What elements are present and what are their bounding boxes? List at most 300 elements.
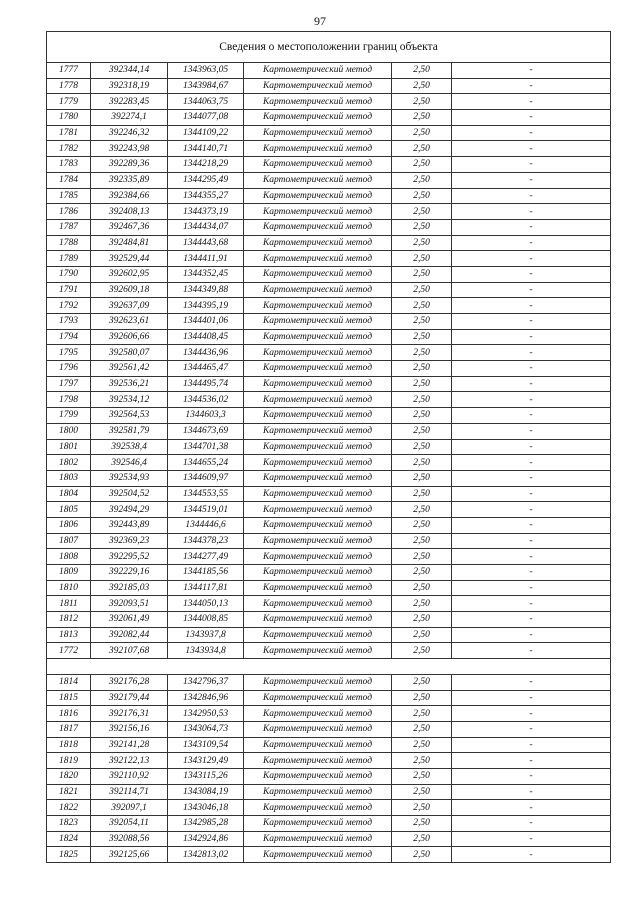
note-cell: - xyxy=(452,768,611,784)
table-row xyxy=(47,502,611,518)
note-cell: - xyxy=(452,706,611,722)
accuracy-cell: 2,50 xyxy=(392,549,452,565)
note-cell: - xyxy=(452,282,611,298)
coord-x-cell: 392494,29 xyxy=(91,502,168,518)
coord-x-cell: 392295,52 xyxy=(91,549,168,565)
coord-x-cell: 392122,13 xyxy=(91,753,168,769)
table-row xyxy=(47,533,611,549)
coord-y-cell: 1344295,49 xyxy=(168,172,244,188)
note-cell: - xyxy=(452,157,611,173)
table-row xyxy=(47,188,611,204)
method-cell: Картометрический метод xyxy=(244,643,392,659)
coord-x-cell: 392602,95 xyxy=(91,266,168,282)
coord-x-cell: 392529,44 xyxy=(91,251,168,267)
accuracy-cell: 2,50 xyxy=(392,800,452,816)
coord-y-cell: 1343984,67 xyxy=(168,78,244,94)
method-cell: Картометрический метод xyxy=(244,282,392,298)
method-cell: Картометрический метод xyxy=(244,125,392,141)
coord-y-cell: 1343109,54 xyxy=(168,737,244,753)
accuracy-cell: 2,50 xyxy=(392,517,452,533)
separator-cell xyxy=(47,659,611,675)
accuracy-cell: 2,50 xyxy=(392,282,452,298)
accuracy-cell: 2,50 xyxy=(392,753,452,769)
table-row xyxy=(47,816,611,832)
table-row xyxy=(47,565,611,581)
point-number-cell: 1824 xyxy=(47,831,91,847)
table-row xyxy=(47,643,611,659)
point-number-cell: 1796 xyxy=(47,361,91,377)
method-cell: Картометрический метод xyxy=(244,423,392,439)
point-number-cell: 1825 xyxy=(47,847,91,863)
note-cell: - xyxy=(452,204,611,220)
table-row xyxy=(47,627,611,643)
accuracy-cell: 2,50 xyxy=(392,172,452,188)
method-cell: Картометрический метод xyxy=(244,549,392,565)
coord-y-cell: 1342846,96 xyxy=(168,690,244,706)
table-row xyxy=(47,737,611,753)
coord-x-cell: 392534,93 xyxy=(91,470,168,486)
accuracy-cell: 2,50 xyxy=(392,831,452,847)
accuracy-cell: 2,50 xyxy=(392,737,452,753)
accuracy-cell: 2,50 xyxy=(392,816,452,832)
coord-x-cell: 392185,03 xyxy=(91,580,168,596)
point-number-cell: 1777 xyxy=(47,63,91,79)
boundary-table xyxy=(46,31,611,863)
table-row xyxy=(47,549,611,565)
note-cell: - xyxy=(452,784,611,800)
accuracy-cell: 2,50 xyxy=(392,674,452,690)
point-number-cell: 1801 xyxy=(47,439,91,455)
coord-y-cell: 1344411,91 xyxy=(168,251,244,267)
method-cell: Картометрический метод xyxy=(244,690,392,706)
note-cell: - xyxy=(452,533,611,549)
method-cell: Картометрический метод xyxy=(244,768,392,784)
point-number-cell: 1781 xyxy=(47,125,91,141)
accuracy-cell: 2,50 xyxy=(392,470,452,486)
accuracy-cell: 2,50 xyxy=(392,627,452,643)
coord-x-cell: 392504,52 xyxy=(91,486,168,502)
note-cell: - xyxy=(452,737,611,753)
coord-y-cell: 1343084,19 xyxy=(168,784,244,800)
note-cell: - xyxy=(452,125,611,141)
point-number-cell: 1808 xyxy=(47,549,91,565)
point-number-cell: 1813 xyxy=(47,627,91,643)
point-number-cell: 1802 xyxy=(47,455,91,471)
point-number-cell: 1816 xyxy=(47,706,91,722)
table-row xyxy=(47,282,611,298)
note-cell: - xyxy=(452,486,611,502)
method-cell: Картометрический метод xyxy=(244,298,392,314)
point-number-cell: 1778 xyxy=(47,78,91,94)
method-cell: Картометрический метод xyxy=(244,188,392,204)
point-number-cell: 1798 xyxy=(47,392,91,408)
coord-x-cell: 392274,1 xyxy=(91,110,168,126)
note-cell: - xyxy=(452,549,611,565)
note-cell: - xyxy=(452,470,611,486)
method-cell: Картометрический метод xyxy=(244,439,392,455)
table-row xyxy=(47,439,611,455)
note-cell: - xyxy=(452,392,611,408)
note-cell: - xyxy=(452,439,611,455)
accuracy-cell: 2,50 xyxy=(392,768,452,784)
note-cell: - xyxy=(452,612,611,628)
coord-y-cell: 1344434,07 xyxy=(168,219,244,235)
method-cell: Картометрический метод xyxy=(244,737,392,753)
table-row xyxy=(47,800,611,816)
coord-y-cell: 1344465,47 xyxy=(168,361,244,377)
coord-x-cell: 392229,16 xyxy=(91,565,168,581)
accuracy-cell: 2,50 xyxy=(392,314,452,330)
coord-x-cell: 392107,68 xyxy=(91,643,168,659)
point-number-cell: 1807 xyxy=(47,533,91,549)
point-number-cell: 1790 xyxy=(47,266,91,282)
accuracy-cell: 2,50 xyxy=(392,266,452,282)
method-cell: Картометрический метод xyxy=(244,502,392,518)
table-title: Сведения о местоположении границ объекта xyxy=(47,32,611,63)
method-cell: Картометрический метод xyxy=(244,63,392,79)
table-row xyxy=(47,753,611,769)
point-number-cell: 1812 xyxy=(47,612,91,628)
note-cell: - xyxy=(452,298,611,314)
coord-y-cell: 1344355,27 xyxy=(168,188,244,204)
table-row xyxy=(47,831,611,847)
point-number-cell: 1817 xyxy=(47,721,91,737)
coord-x-cell: 392088,56 xyxy=(91,831,168,847)
method-cell: Картометрический метод xyxy=(244,157,392,173)
table-row xyxy=(47,345,611,361)
accuracy-cell: 2,50 xyxy=(392,565,452,581)
coord-x-cell: 392082,44 xyxy=(91,627,168,643)
table-row xyxy=(47,376,611,392)
method-cell: Картометрический метод xyxy=(244,800,392,816)
method-cell: Картометрический метод xyxy=(244,329,392,345)
coord-y-cell: 1343934,8 xyxy=(168,643,244,659)
table-row xyxy=(47,706,611,722)
table-row xyxy=(47,204,611,220)
point-number-cell: 1780 xyxy=(47,110,91,126)
point-number-cell: 1809 xyxy=(47,565,91,581)
accuracy-cell: 2,50 xyxy=(392,110,452,126)
table-row xyxy=(47,314,611,330)
method-cell: Картометрический метод xyxy=(244,361,392,377)
note-cell: - xyxy=(452,565,611,581)
method-cell: Картометрический метод xyxy=(244,266,392,282)
point-number-cell: 1823 xyxy=(47,816,91,832)
coord-x-cell: 392283,45 xyxy=(91,94,168,110)
coord-x-cell: 392243,98 xyxy=(91,141,168,157)
point-number-cell: 1785 xyxy=(47,188,91,204)
point-number-cell: 1818 xyxy=(47,737,91,753)
table-row xyxy=(47,78,611,94)
coord-y-cell: 1343064,73 xyxy=(168,721,244,737)
coord-y-cell: 1344378,23 xyxy=(168,533,244,549)
point-number-cell: 1792 xyxy=(47,298,91,314)
coord-y-cell: 1344553,55 xyxy=(168,486,244,502)
note-cell: - xyxy=(452,423,611,439)
coord-y-cell: 1343963,05 xyxy=(168,63,244,79)
note-cell: - xyxy=(452,219,611,235)
accuracy-cell: 2,50 xyxy=(392,329,452,345)
table-row xyxy=(47,219,611,235)
coord-x-cell: 392176,28 xyxy=(91,674,168,690)
table-row xyxy=(47,125,611,141)
accuracy-cell: 2,50 xyxy=(392,188,452,204)
table-row xyxy=(47,329,611,345)
coord-y-cell: 1344495,74 xyxy=(168,376,244,392)
note-cell: - xyxy=(452,721,611,737)
table-row xyxy=(47,408,611,424)
coord-x-cell: 392408,13 xyxy=(91,204,168,220)
coord-y-cell: 1344077,08 xyxy=(168,110,244,126)
note-cell: - xyxy=(452,376,611,392)
coord-y-cell: 1344373,19 xyxy=(168,204,244,220)
coord-y-cell: 1344436,96 xyxy=(168,345,244,361)
accuracy-cell: 2,50 xyxy=(392,721,452,737)
coord-y-cell: 1344536,02 xyxy=(168,392,244,408)
accuracy-cell: 2,50 xyxy=(392,204,452,220)
method-cell: Картометрический метод xyxy=(244,816,392,832)
note-cell: - xyxy=(452,329,611,345)
coord-y-cell: 1342924,86 xyxy=(168,831,244,847)
note-cell: - xyxy=(452,643,611,659)
page-number: 97 xyxy=(314,14,326,28)
note-cell: - xyxy=(452,800,611,816)
accuracy-cell: 2,50 xyxy=(392,298,452,314)
coord-x-cell: 392061,49 xyxy=(91,612,168,628)
point-number-cell: 1821 xyxy=(47,784,91,800)
point-number-cell: 1815 xyxy=(47,690,91,706)
method-cell: Картометрический метод xyxy=(244,533,392,549)
coord-y-cell: 1343046,18 xyxy=(168,800,244,816)
method-cell: Картометрический метод xyxy=(244,721,392,737)
coord-x-cell: 392561,42 xyxy=(91,361,168,377)
accuracy-cell: 2,50 xyxy=(392,455,452,471)
table-row xyxy=(47,768,611,784)
method-cell: Картометрический метод xyxy=(244,486,392,502)
point-number-cell: 1799 xyxy=(47,408,91,424)
coord-x-cell: 392564,53 xyxy=(91,408,168,424)
coord-x-cell: 392289,36 xyxy=(91,157,168,173)
method-cell: Картометрический метод xyxy=(244,251,392,267)
point-number-cell: 1783 xyxy=(47,157,91,173)
accuracy-cell: 2,50 xyxy=(392,580,452,596)
method-cell: Картометрический метод xyxy=(244,612,392,628)
coord-x-cell: 392606,66 xyxy=(91,329,168,345)
table-row xyxy=(47,423,611,439)
note-cell: - xyxy=(452,141,611,157)
method-cell: Картометрический метод xyxy=(244,831,392,847)
table-row xyxy=(47,361,611,377)
accuracy-cell: 2,50 xyxy=(392,361,452,377)
coord-x-cell: 392335,89 xyxy=(91,172,168,188)
method-cell: Картометрический метод xyxy=(244,847,392,863)
note-cell: - xyxy=(452,345,611,361)
point-number-cell: 1788 xyxy=(47,235,91,251)
coord-x-cell: 392156,16 xyxy=(91,721,168,737)
point-number-cell: 1786 xyxy=(47,204,91,220)
note-cell: - xyxy=(452,408,611,424)
coord-x-cell: 392546,4 xyxy=(91,455,168,471)
coord-x-cell: 392318,19 xyxy=(91,78,168,94)
note-cell: - xyxy=(452,753,611,769)
method-cell: Картометрический метод xyxy=(244,141,392,157)
method-cell: Картометрический метод xyxy=(244,94,392,110)
accuracy-cell: 2,50 xyxy=(392,141,452,157)
point-number-cell: 1806 xyxy=(47,517,91,533)
point-number-cell: 1814 xyxy=(47,674,91,690)
coord-y-cell: 1344446,6 xyxy=(168,517,244,533)
coord-y-cell: 1342796,37 xyxy=(168,674,244,690)
method-cell: Картометрический метод xyxy=(244,580,392,596)
note-cell: - xyxy=(452,94,611,110)
table-row xyxy=(47,110,611,126)
coord-x-cell: 392637,09 xyxy=(91,298,168,314)
point-number-cell: 1793 xyxy=(47,314,91,330)
note-cell: - xyxy=(452,78,611,94)
coord-x-cell: 392484,81 xyxy=(91,235,168,251)
point-number-cell: 1784 xyxy=(47,172,91,188)
accuracy-cell: 2,50 xyxy=(392,408,452,424)
coord-x-cell: 392534,12 xyxy=(91,392,168,408)
point-number-cell: 1810 xyxy=(47,580,91,596)
coord-y-cell: 1342813,02 xyxy=(168,847,244,863)
note-cell: - xyxy=(452,251,611,267)
accuracy-cell: 2,50 xyxy=(392,78,452,94)
method-cell: Картометрический метод xyxy=(244,627,392,643)
table-row xyxy=(47,235,611,251)
boundary-table-container xyxy=(46,31,610,863)
accuracy-cell: 2,50 xyxy=(392,423,452,439)
method-cell: Картометрический метод xyxy=(244,172,392,188)
method-cell: Картометрический метод xyxy=(244,110,392,126)
coord-y-cell: 1344701,38 xyxy=(168,439,244,455)
coord-x-cell: 392176,31 xyxy=(91,706,168,722)
point-number-cell: 1779 xyxy=(47,94,91,110)
point-number-cell: 1794 xyxy=(47,329,91,345)
table-row xyxy=(47,486,611,502)
coord-y-cell: 1344603,3 xyxy=(168,408,244,424)
table-row xyxy=(47,141,611,157)
coord-x-cell: 392384,66 xyxy=(91,188,168,204)
table-row xyxy=(47,847,611,863)
coord-y-cell: 1344109,22 xyxy=(168,125,244,141)
coord-y-cell: 1344401,06 xyxy=(168,314,244,330)
accuracy-cell: 2,50 xyxy=(392,612,452,628)
method-cell: Картометрический метод xyxy=(244,470,392,486)
point-number-cell: 1795 xyxy=(47,345,91,361)
coord-y-cell: 1344609,97 xyxy=(168,470,244,486)
point-number-cell: 1772 xyxy=(47,643,91,659)
accuracy-cell: 2,50 xyxy=(392,345,452,361)
method-cell: Картометрический метод xyxy=(244,392,392,408)
note-cell: - xyxy=(452,63,611,79)
coord-x-cell: 392623,61 xyxy=(91,314,168,330)
table-row xyxy=(47,266,611,282)
point-number-cell: 1787 xyxy=(47,219,91,235)
coord-x-cell: 392141,28 xyxy=(91,737,168,753)
method-cell: Картометрический метод xyxy=(244,784,392,800)
coord-x-cell: 392110,92 xyxy=(91,768,168,784)
coord-y-cell: 1342985,28 xyxy=(168,816,244,832)
accuracy-cell: 2,50 xyxy=(392,251,452,267)
coord-y-cell: 1343937,8 xyxy=(168,627,244,643)
point-number-cell: 1789 xyxy=(47,251,91,267)
coord-y-cell: 1343115,26 xyxy=(168,768,244,784)
point-number-cell: 1782 xyxy=(47,141,91,157)
coord-x-cell: 392580,07 xyxy=(91,345,168,361)
coord-x-cell: 392054,11 xyxy=(91,816,168,832)
accuracy-cell: 2,50 xyxy=(392,235,452,251)
coord-y-cell: 1344443,68 xyxy=(168,235,244,251)
coord-y-cell: 1344008,85 xyxy=(168,612,244,628)
coord-y-cell: 1344349,88 xyxy=(168,282,244,298)
table-row xyxy=(47,674,611,690)
table-row xyxy=(47,580,611,596)
accuracy-cell: 2,50 xyxy=(392,125,452,141)
coord-x-cell: 392097,1 xyxy=(91,800,168,816)
coord-x-cell: 392609,18 xyxy=(91,282,168,298)
note-cell: - xyxy=(452,502,611,518)
coord-y-cell: 1344185,56 xyxy=(168,565,244,581)
note-cell: - xyxy=(452,266,611,282)
note-cell: - xyxy=(452,110,611,126)
coord-x-cell: 392443,89 xyxy=(91,517,168,533)
note-cell: - xyxy=(452,831,611,847)
point-number-cell: 1791 xyxy=(47,282,91,298)
method-cell: Картометрический метод xyxy=(244,78,392,94)
accuracy-cell: 2,50 xyxy=(392,392,452,408)
accuracy-cell: 2,50 xyxy=(392,596,452,612)
note-cell: - xyxy=(452,235,611,251)
table-row xyxy=(47,172,611,188)
note-cell: - xyxy=(452,188,611,204)
method-cell: Картометрический метод xyxy=(244,204,392,220)
note-cell: - xyxy=(452,172,611,188)
accuracy-cell: 2,50 xyxy=(392,533,452,549)
coord-y-cell: 1344277,49 xyxy=(168,549,244,565)
accuracy-cell: 2,50 xyxy=(392,643,452,659)
coord-y-cell: 1344063,75 xyxy=(168,94,244,110)
note-cell: - xyxy=(452,517,611,533)
block-separator-row xyxy=(47,659,611,675)
note-cell: - xyxy=(452,627,611,643)
coord-x-cell: 392581,79 xyxy=(91,423,168,439)
method-cell: Картометрический метод xyxy=(244,753,392,769)
coord-x-cell: 392467,36 xyxy=(91,219,168,235)
method-cell: Картометрический метод xyxy=(244,517,392,533)
note-cell: - xyxy=(452,674,611,690)
method-cell: Картометрический метод xyxy=(244,455,392,471)
note-cell: - xyxy=(452,847,611,863)
note-cell: - xyxy=(452,361,611,377)
point-number-cell: 1804 xyxy=(47,486,91,502)
accuracy-cell: 2,50 xyxy=(392,784,452,800)
coord-x-cell: 392344,14 xyxy=(91,63,168,79)
coord-x-cell: 392246,32 xyxy=(91,125,168,141)
table-row xyxy=(47,157,611,173)
coord-y-cell: 1344395,19 xyxy=(168,298,244,314)
coord-y-cell: 1344140,71 xyxy=(168,141,244,157)
coord-y-cell: 1344519,01 xyxy=(168,502,244,518)
note-cell: - xyxy=(452,580,611,596)
note-cell: - xyxy=(452,816,611,832)
note-cell: - xyxy=(452,690,611,706)
coord-y-cell: 1344673,69 xyxy=(168,423,244,439)
accuracy-cell: 2,50 xyxy=(392,502,452,518)
accuracy-cell: 2,50 xyxy=(392,157,452,173)
note-cell: - xyxy=(452,455,611,471)
coord-x-cell: 392093,51 xyxy=(91,596,168,612)
